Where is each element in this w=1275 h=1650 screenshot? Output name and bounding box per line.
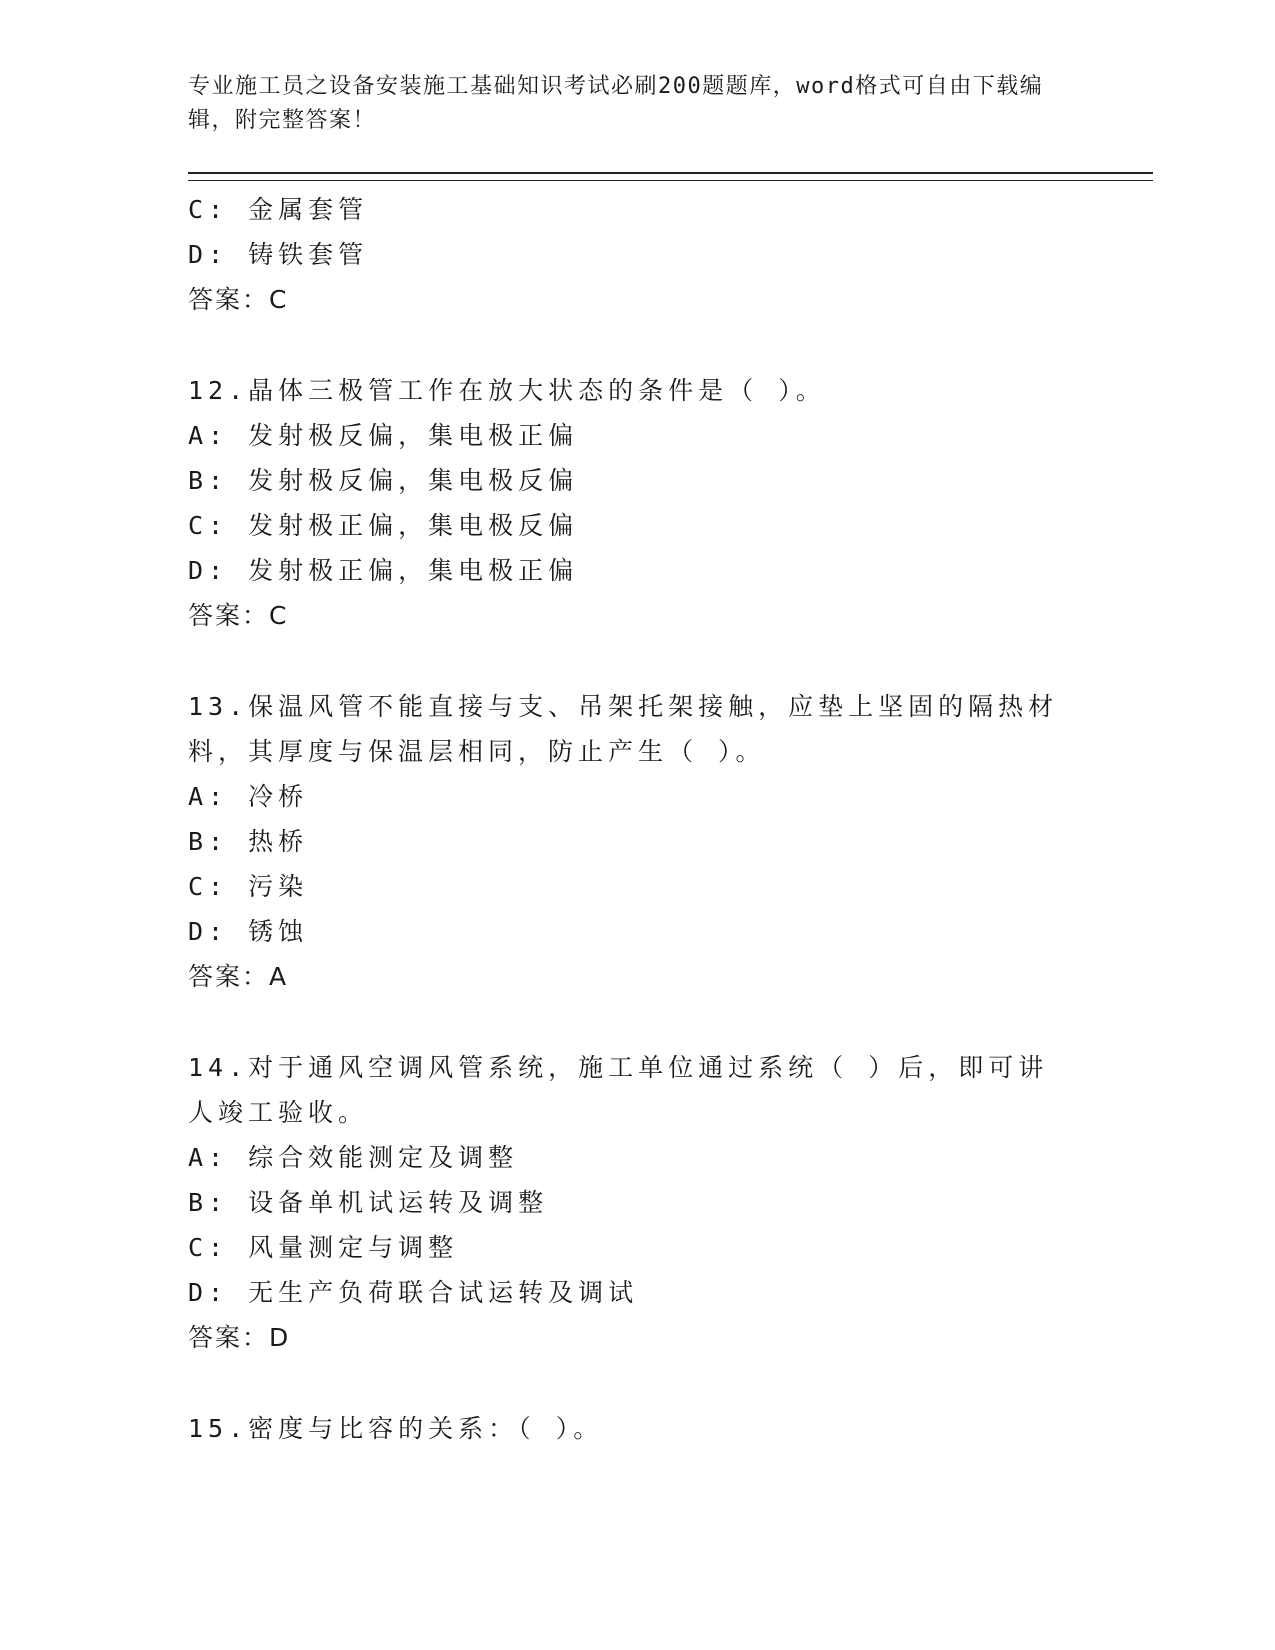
question-stem: 12.晶体三极管工作在放大状态的条件是（ ）。 [188,376,826,405]
option-a: A: 综合效能测定及调整 [188,1143,519,1172]
answer: 答案：A [188,962,289,991]
answer: 答案：C [188,601,289,630]
question-12 [188,368,1153,638]
option-d: D: 锈蚀 [188,917,309,946]
question-13 [188,684,1153,999]
document-page [188,70,1153,1451]
option-d: D: 铸铁套管 [188,240,369,269]
question-15 [188,1406,1153,1451]
spacer [188,999,1153,1045]
option-c: C: 金属套管 [188,195,369,224]
option-b: B: 设备单机试运转及调整 [188,1188,549,1217]
option-c: C: 污染 [188,872,309,901]
option-d: D: 发射极正偏，集电极正偏 [188,556,579,585]
spacer [188,1360,1153,1406]
question-stem: 13.保温风管不能直接与支、吊架托架接触，应垫上坚固的隔热材料，其厚度与保温层相同，防止产生（ ）。 [188,692,1059,766]
page-header-title: 专业施工员之设备安装施工基础知识考试必刷200题题库，word格式可自由下载编辑，附完整答案！ [188,74,1044,133]
spacer [188,322,1153,368]
question-stem: 14.对于通风空调风管系统，施工单位通过系统（ ）后，即可讲人竣工验收。 [188,1053,1049,1127]
answer: 答案：D [188,1323,291,1352]
option-a: A: 发射极反偏，集电极正偏 [188,421,579,450]
option-a: A: 冷桥 [188,782,309,811]
option-d: D: 无生产负荷联合试运转及调试 [188,1278,639,1307]
question-content [188,187,1153,1451]
question-stem: 15.密度与比容的关系：（ ）。 [188,1414,604,1443]
option-b: B: 热桥 [188,827,309,856]
question-11-tail [188,187,1153,322]
option-c: C: 风量测定与调整 [188,1233,459,1262]
option-c: C: 发射极正偏，集电极反偏 [188,511,579,540]
question-14 [188,1045,1153,1360]
spacer [188,638,1153,684]
option-b: B: 发射极反偏，集电极反偏 [188,466,579,495]
header-divider [188,172,1153,181]
answer: 答案：C [188,285,289,314]
